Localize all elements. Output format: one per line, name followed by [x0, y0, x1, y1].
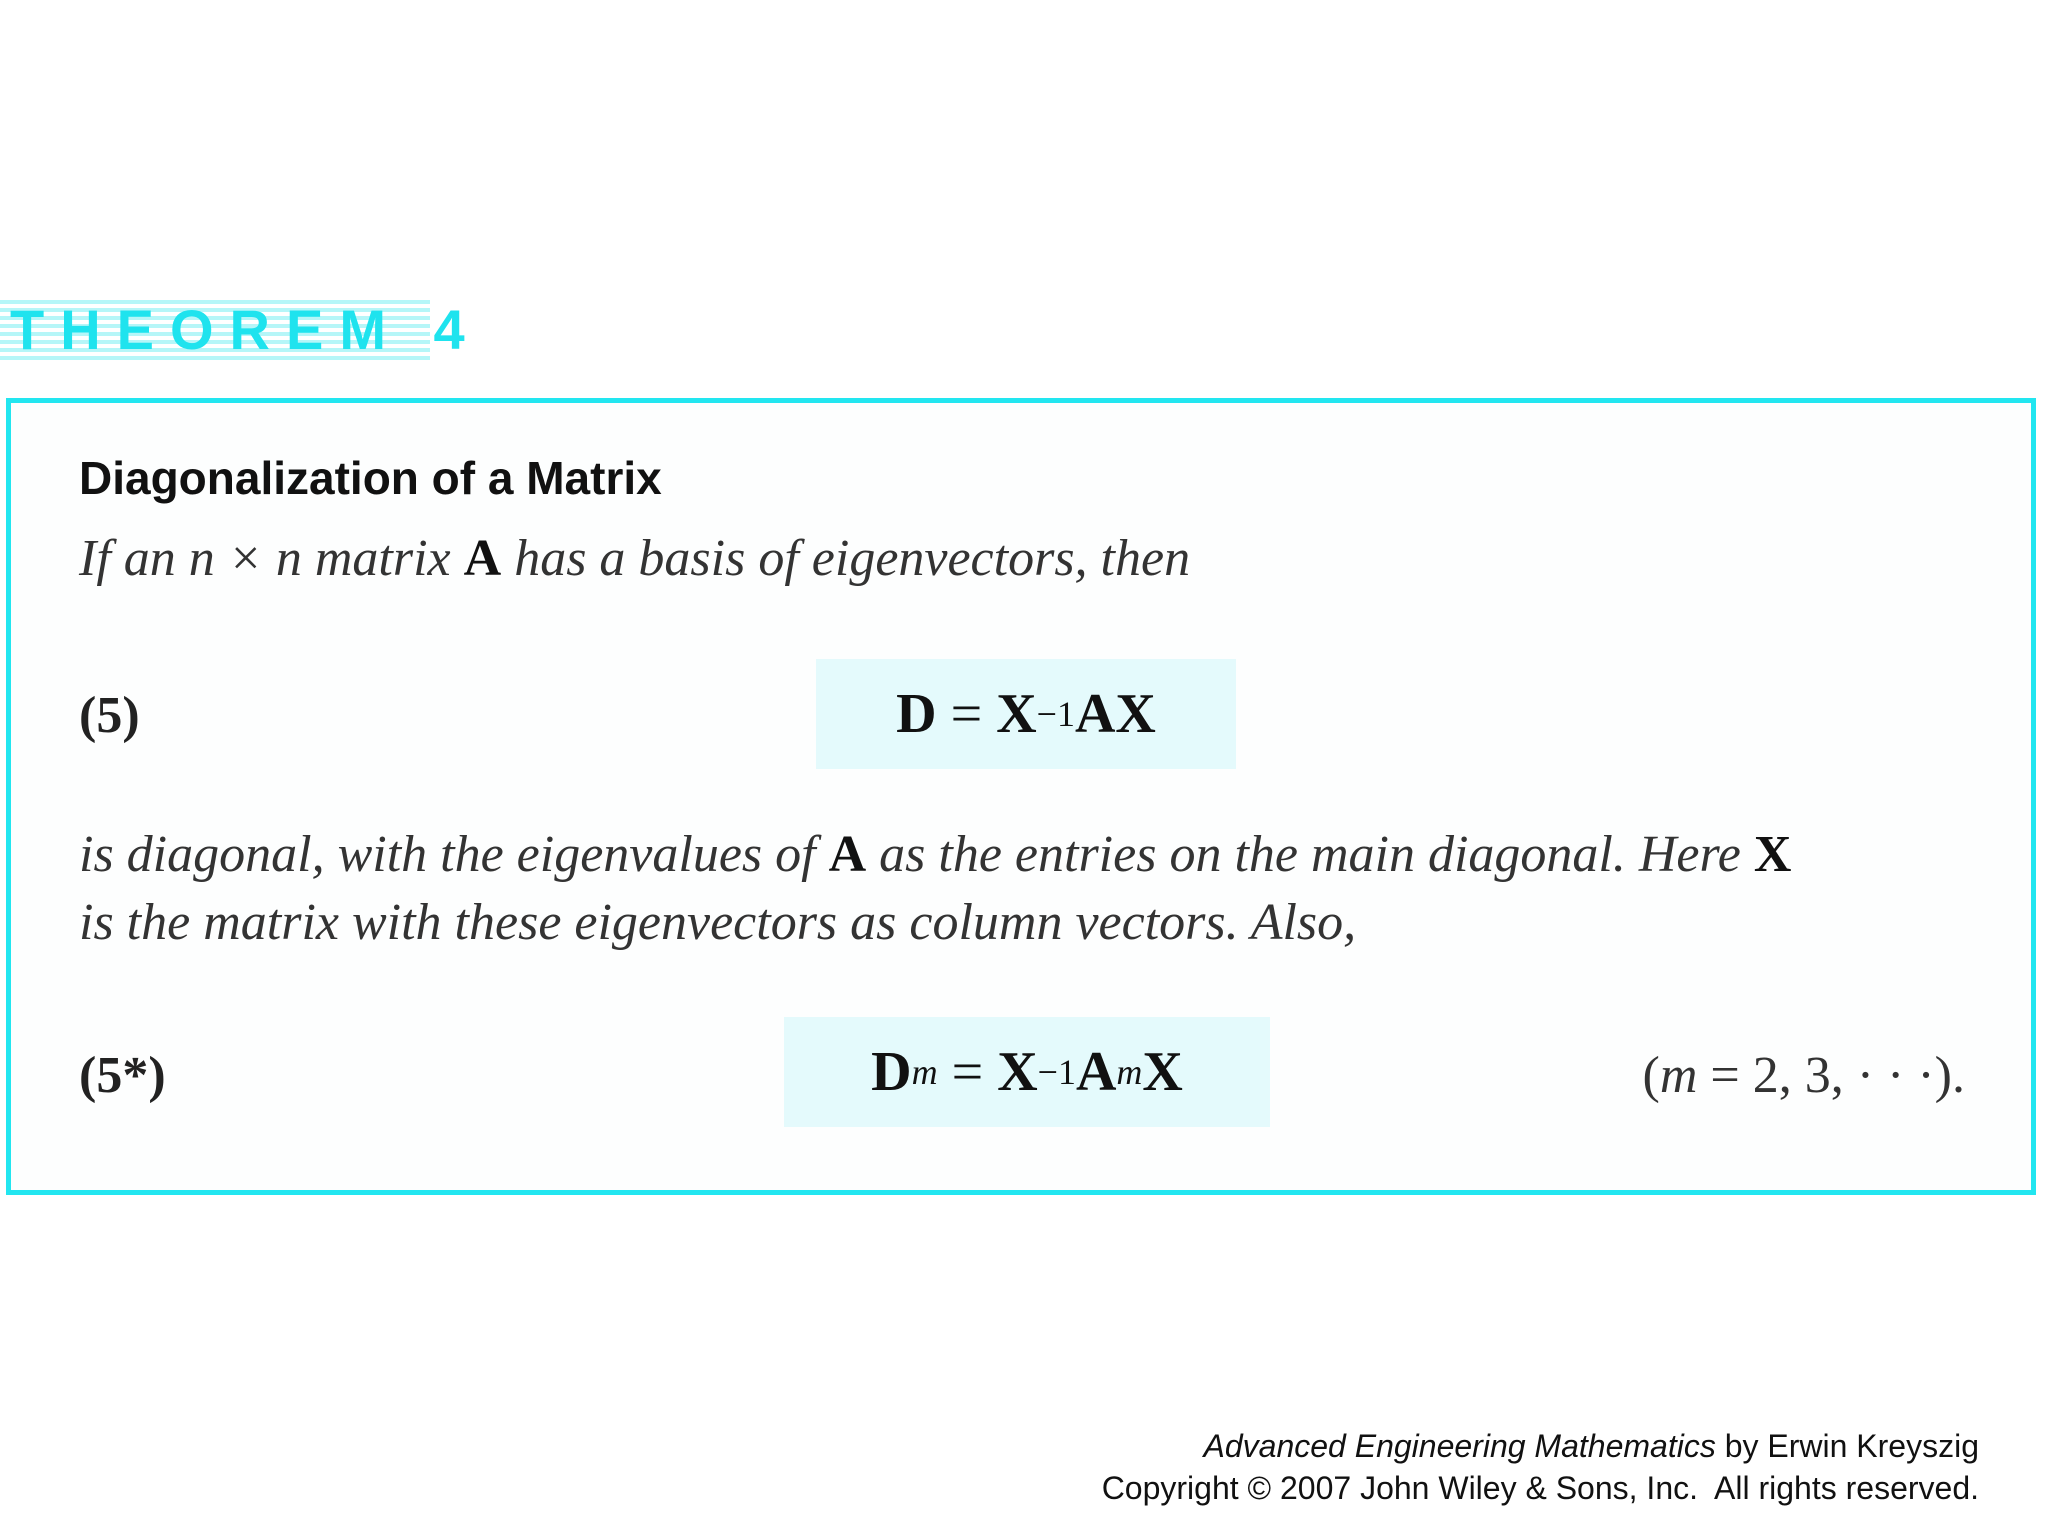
- eq5-rest: AX: [1074, 683, 1156, 745]
- condition-open: (: [1642, 1047, 1660, 1104]
- footer-credit: [1102, 1425, 1979, 1509]
- statement-conclusion-line2: is the matrix with these eigenvectors as column vectors. Also,: [79, 894, 1357, 951]
- footer-copyright: Copyright © 2007 John Wiley & Sons, Inc. All rights reserved.: [1101, 1470, 1979, 1506]
- statement-hypothesis-pre: If an n × n matrix: [79, 530, 464, 587]
- matrix-a: A: [828, 826, 867, 883]
- conclusion-text-2: as the entries on the main diagonal. Here: [866, 826, 1754, 883]
- eq5star-inverse-exponent: −1: [1037, 1052, 1076, 1092]
- eq5-x: X: [996, 683, 1037, 745]
- eq5-inverse-exponent: −1: [1036, 694, 1075, 734]
- footer-book-line: [1102, 1425, 1979, 1467]
- book-author: by Erwin Kreyszig: [1715, 1428, 1979, 1464]
- condition-variable: m: [1659, 1047, 1698, 1104]
- eq5-equals: =: [936, 683, 997, 745]
- equation-5star-label: (5*): [79, 1047, 166, 1104]
- statement-conclusion-line1: [79, 821, 1791, 889]
- equation-5star: [784, 1017, 1270, 1127]
- book-title: Advanced Engineering Mathematics: [1203, 1428, 1716, 1464]
- matrix-x: X: [1753, 826, 1792, 883]
- theorem-label: THEOREM 4: [10, 298, 481, 361]
- equation-5star-condition: [1643, 1046, 1965, 1105]
- eq5star-rest: X: [1142, 1041, 1183, 1103]
- eq5star-lhs-exponent: m: [911, 1052, 938, 1092]
- eq5-lhs: D: [896, 683, 937, 745]
- matrix-a: A: [463, 530, 502, 587]
- statement-hypothesis-post: has a basis of eigenvectors, then: [501, 530, 1191, 587]
- theorem-box: [6, 398, 2036, 1195]
- eq5star-a-exponent: m: [1116, 1052, 1143, 1092]
- eq5star-equals: =: [937, 1041, 998, 1103]
- equation-5: [816, 659, 1236, 769]
- eq5star-x: X: [997, 1041, 1038, 1103]
- conclusion-text-1: is diagonal, with the eigenvalues of: [79, 826, 829, 883]
- equation-5-label: (5): [79, 687, 140, 744]
- theorem-title: Diagonalization of a Matrix: [79, 452, 662, 504]
- eq5star-a: A: [1075, 1041, 1117, 1103]
- eq5star-lhs: D: [871, 1041, 912, 1103]
- condition-rest: = 2, 3, · · ·).: [1697, 1047, 1965, 1104]
- statement-hypothesis: [79, 525, 1190, 593]
